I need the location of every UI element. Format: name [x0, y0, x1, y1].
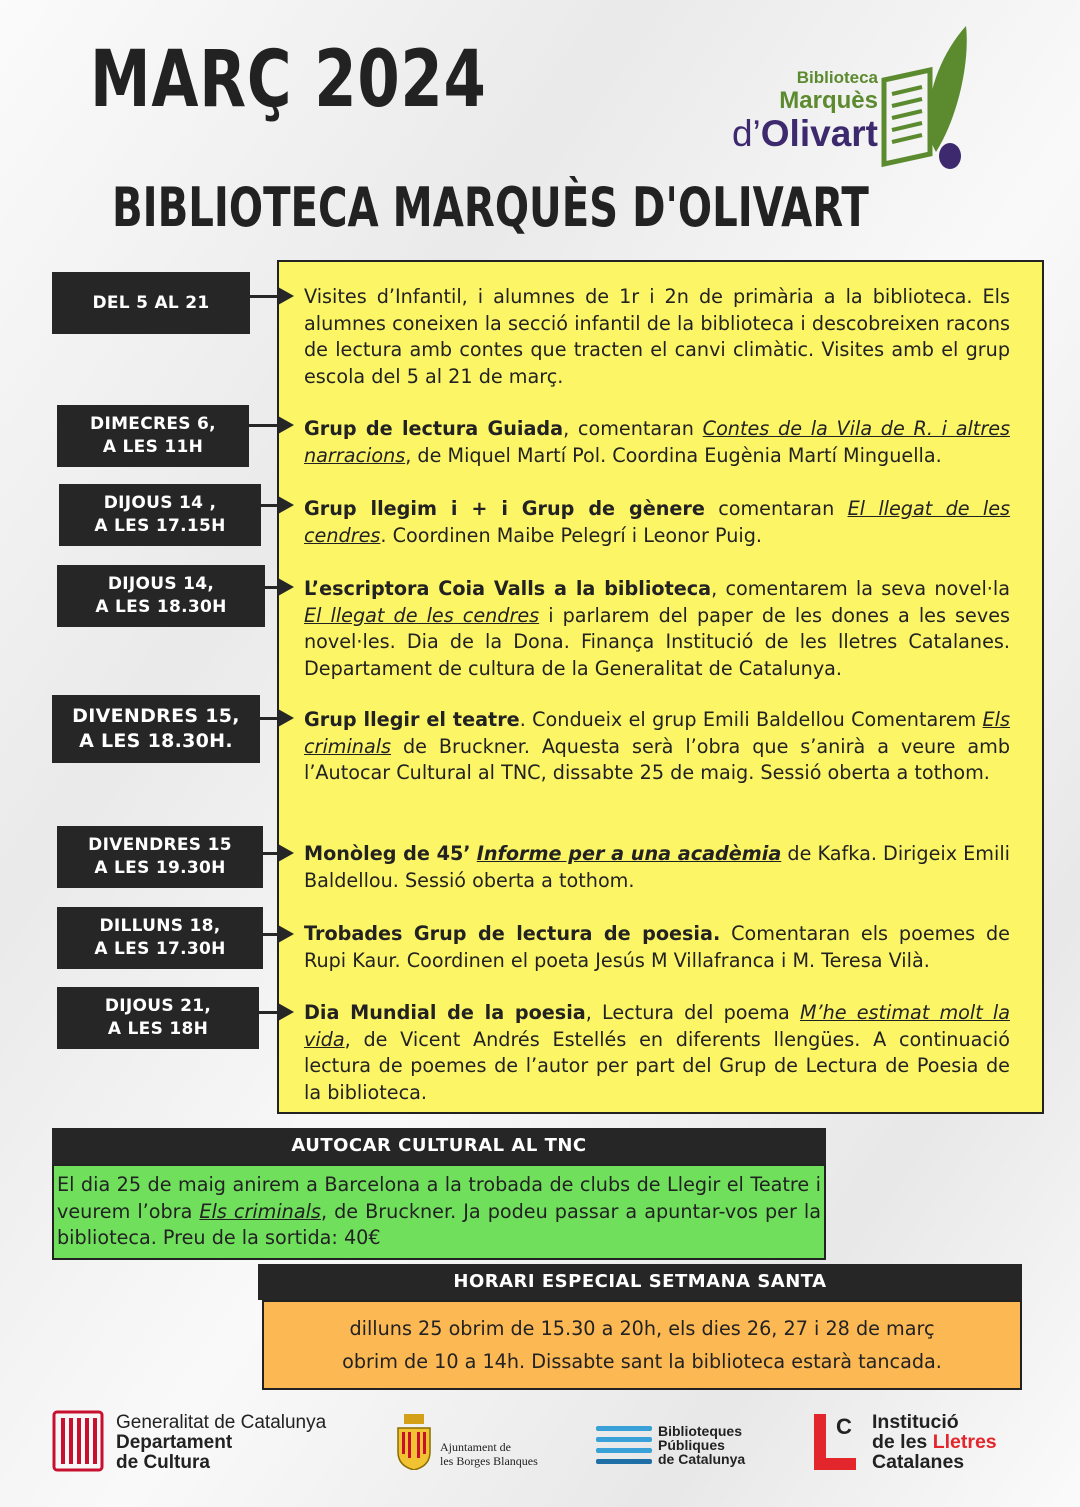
generalitat-emblem-icon: [52, 1410, 104, 1472]
arrow-head-icon: [278, 496, 294, 514]
date-tag-2: [57, 405, 249, 467]
event-text: comentaran: [704, 497, 848, 520]
ilc-line-2a: de les: [872, 1431, 933, 1453]
date-tag-line-2: A LES 18.30H.: [79, 730, 233, 752]
department-line-2: de Cultura: [116, 1452, 210, 1473]
event-description-7: [304, 921, 1010, 974]
arrow-connector: [260, 717, 280, 720]
ajuntament-shield-icon: [396, 1414, 432, 1470]
event-text: . Coordinen Maibe Pelegrí i Leonor Puig.: [380, 523, 763, 547]
logo-line-1: Biblioteca: [796, 68, 878, 87]
date-tag-line-2: A LES 17.15H: [94, 516, 226, 536]
horari-heading: HORARI ESPECIAL SETMANA SANTA: [258, 1264, 1022, 1300]
institucio-lletres-logo-icon: [812, 1412, 858, 1472]
ilc-line-2: [872, 1432, 997, 1452]
autocar-heading: AUTOCAR CULTURAL AL TNC: [52, 1128, 826, 1164]
event-text: , comentarem la seva novel·la: [711, 577, 1010, 600]
ilc-line-3: Catalanes: [872, 1451, 965, 1473]
library-logo-text: [688, 68, 878, 154]
biblioteques-publiques-logo-text: [658, 1424, 745, 1466]
event-title: L’escriptora Coia Valls a la biblioteca: [304, 577, 712, 600]
logo-line-3: [688, 114, 878, 154]
date-tag-line-1: DIMECRES 6,: [90, 414, 216, 434]
date-tag-line-1: DILLUNS 18,: [99, 916, 221, 936]
arrow-head-icon: [278, 578, 294, 596]
ajuntament-line-2: les Borges Blanques: [440, 1454, 538, 1468]
library-book-olive-icon: [878, 22, 988, 172]
bpc-line-2: Públiques: [658, 1437, 725, 1453]
work-title: Informe per a una acadèmia: [476, 842, 782, 865]
work-title: El llegat de les cendres: [304, 497, 1011, 547]
event-text: i parlarem del paper de les dones a les seves novel·les. Dia de la Dona. Finança Institució de les lletres Catalanes. Departament de cultura de la Generalitat de Catalunya.: [304, 603, 1011, 680]
work-title: Els criminals: [304, 708, 1010, 758]
date-tag-line-1: DIVENDRES 15,: [72, 705, 240, 727]
generalitat-logo-text: [116, 1413, 326, 1473]
event-title: Grup llegim i + i Grup de gènere: [304, 497, 705, 520]
event-description-6: [304, 841, 1010, 894]
arrow-head-icon: [278, 844, 294, 862]
event-title: Dia Mundial de la poesia: [304, 1001, 586, 1024]
page-subtitle: BIBLIOTECA MARQUÈS D'OLIVART: [112, 176, 869, 239]
event-description-4: [304, 576, 1010, 682]
work-title: M’he estimat molt la vida: [304, 1001, 1010, 1051]
work-title: El llegat de les cendres: [304, 603, 540, 627]
autocar-text: El dia 25 de maig anirem a Barcelona a la trobada de clubs de Llegir el Teatre i veurem l’obra: [57, 1173, 821, 1223]
date-tag-line-2: A LES 19.30H: [94, 858, 226, 878]
event-text: de Kafka. Dirigeix Emili Baldellou. Sessió oberta a tothom.: [304, 842, 1010, 892]
date-tag-line-1: DIJOUS 14,: [107, 574, 215, 594]
bpc-line-1: Biblioteques: [658, 1423, 743, 1439]
event-text: Comentaran els poemes de Rupi Kaur. Coordinen el poeta Jesús M Villafranca i M. Teresa Vilà.: [304, 922, 1010, 972]
arrow-head-icon: [278, 1003, 294, 1021]
autocar-description: [57, 1172, 821, 1252]
horari-line-2: obrim de 10 a 14h. Dissabte sant la biblioteca estarà tancada.: [342, 1350, 942, 1373]
date-tag-line-1: DIJOUS 14 ,: [103, 493, 217, 513]
date-tag-line-2: A LES 18.30H: [95, 597, 227, 617]
date-tag-3: [59, 484, 261, 546]
event-title: Grup de lectura Guiada: [304, 417, 564, 440]
date-tag-1: [52, 272, 250, 334]
date-tag-line-1: DIVENDRES 15: [88, 835, 232, 855]
work-title: Els criminals: [199, 1199, 321, 1223]
date-tag-line-2: A LES 18H: [107, 1019, 209, 1039]
logo-line-3-name: Olivart: [760, 113, 878, 154]
horari-description: [262, 1312, 1022, 1378]
arrow-head-icon: [278, 287, 294, 305]
generalitat-name: Generalitat de Catalunya: [116, 1412, 327, 1433]
page-title: MARÇ 2024: [90, 35, 487, 125]
ilc-line-2b: Lletres: [932, 1431, 997, 1453]
arrow-connector: [249, 424, 280, 427]
logo-line-2: Marquès: [779, 87, 878, 114]
date-tag-5: [52, 695, 260, 763]
date-tag-8: [57, 987, 259, 1049]
arrow-connector: [250, 295, 280, 298]
event-text: , comentaran: [563, 417, 703, 440]
event-text: Visites d’Infantil, i alumnes de 1r i 2n de primària a la biblioteca. Els alumnes coneixen la secció infantil de la biblioteca i descobreixen racons de lectura amb contes que tracten el canvi climàtic. Visites amb el grup escola del 5 al 21 de març.: [304, 285, 1010, 388]
event-description-8: [304, 1000, 1010, 1106]
bpc-line-3: de Catalunya: [658, 1451, 746, 1467]
event-text: de Bruckner. Aquesta serà l’obra que s’anirà a veure amb l’Autocar Cultural al TNC, dissabte 25 de maig. Sessió oberta a tothom.: [304, 734, 1010, 784]
arrow-head-icon: [278, 709, 294, 727]
arrow-head-icon: [278, 925, 294, 943]
arrow-connector: [259, 1011, 280, 1014]
event-description-5: [304, 707, 1010, 787]
event-text: , de Vicent Andrés Estellés en diferents llengües. A continuació lectura de poemes de l’autor per part del Grup de Lectura de Poesia de la biblioteca.: [304, 1027, 1010, 1104]
logo-line-3-prefix: d’: [731, 113, 761, 154]
event-text: . Condueix el grup Emili Baldellou Comentarem: [519, 708, 983, 731]
institucio-lletres-logo-text: [872, 1412, 997, 1472]
date-tag-6: [57, 826, 263, 888]
biblioteques-publiques-stripes-icon: [596, 1426, 652, 1464]
date-tag-line-2: A LES 11H: [102, 437, 204, 457]
work-title: Contes de la Vila de R. i altres narracions: [304, 417, 1011, 467]
ajuntament-logo-text: [440, 1440, 538, 1468]
event-description-1: [304, 284, 1010, 390]
event-title: Trobades Grup de lectura de poesia.: [304, 922, 721, 945]
event-title: Grup llegir el teatre: [304, 708, 520, 731]
date-tag-4: [57, 565, 265, 627]
date-tag-line-2: A LES 17.30H: [94, 939, 226, 959]
event-title: Monòleg de 45’: [304, 842, 471, 865]
horari-line-1: dilluns 25 obrim de 15.30 a 20h, els dies 26, 27 i 28 de març: [349, 1317, 935, 1340]
event-description-2: [304, 416, 1010, 469]
ilc-line-1: Institució: [872, 1411, 959, 1433]
autocar-text: , de Bruckner. Ja podeu passar a apuntar-vos per la biblioteca. Preu de la sortida: 40€: [57, 1199, 821, 1249]
ajuntament-line-1: Ajuntament de: [440, 1440, 511, 1454]
event-text: , Lectura del poema: [585, 1001, 800, 1024]
date-tag-text: DEL 5 AL 21: [92, 292, 210, 313]
event-text: , de Miquel Martí Pol. Coordina Eugènia Martí Minguella.: [405, 443, 942, 467]
department-line-1: Departament: [116, 1432, 233, 1453]
date-tag-7: [57, 907, 263, 969]
arrow-head-icon: [278, 416, 294, 434]
date-tag-line-1: DIJOUS 21,: [104, 996, 212, 1016]
event-description-3: [304, 496, 1010, 549]
svg-text:C: C: [836, 1414, 852, 1439]
